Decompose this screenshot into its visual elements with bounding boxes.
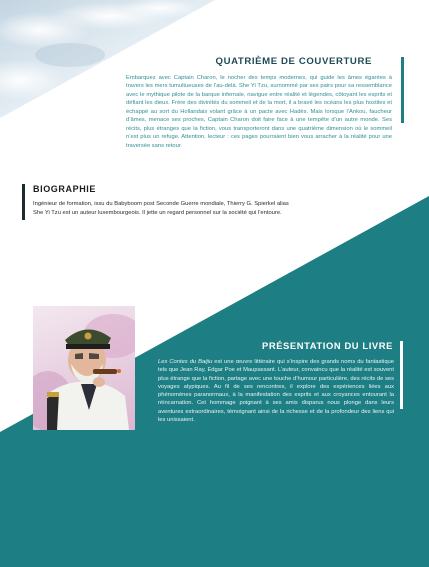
- presentation-body-text: est une œuvre littéraire qui s’inspire des grands noms du fantastique tels que Jean Ray, Edgar Poe et Maupassant. L’auteur, convaincu que la réalité est souvent plus étrange que la fiction, partage avec une touche d’humour particulière, des récits de ses voyages atypiques. Au fil de ses rencontres, il explore des expériences liées aux phénomènes paranormaux, à la manifestation des esprits et aux croyances entourant la réincarnation. Cet hommage poignant à ses amis disparus nous plonge dans leurs aventures extraordinaires, témoignant ainsi de la richesse et de la profondeur des liens qui les unissaient.: [158, 359, 395, 424]
- author-photo: [33, 306, 135, 430]
- quatrieme-accent-bar: [401, 57, 404, 123]
- biographie-accent-bar: [22, 184, 25, 220]
- book-title: Les Contes du Baijiu: [158, 359, 213, 365]
- presentation-body: [158, 358, 394, 424]
- presentation-heading: PRÉSENTATION DU LIVRE: [261, 340, 393, 351]
- presentation-accent-bar: [400, 341, 403, 409]
- quatrieme-heading: QUATRIÈME DE COUVERTURE: [215, 56, 372, 67]
- biographie-body: Ingénieur de formation, issu du Babyboom post Seconde Guerre mondiale, Thierry G. Spierkel alias She Yi Tzu est un auteur luxembourgeois. Il jette un regard personnel sur la société qui l’entoure.: [33, 201, 289, 216]
- biographie-heading: BIOGRAPHIE: [33, 184, 97, 194]
- quatrieme-body: Embarquez avec Captain Charon, le nocher des temps modernes, qui guide les âmes égarées à travers les mers tumultueuses de l’au-delà. She Yi Tzu, surnommé par ses pairs pour sa ressemblance avec le mythique pilote de la barque infernale, navigue entre réalité et légendes, côtoyant les esprits et défiant les dieux. Frère des divinités du sommeil et de la mort, il a bravé les océans les plus hostiles et échappé au sort du Hollandais volant grâce à un pacte avec Hadès. Mais lorsque l’Ankou, faucheur d’âmes, menace ses proches, Captain Charon doit faire face à une tempête d’un autre monde. Ses récits, plus étranges que la fiction, vous transporteront dans une quatrième dimension où le sommeil n’est plus un refuge. Attention, lecteur : ces pages pourraient bien vous arracher à la réalité pour une traversée sans retour.: [126, 75, 392, 149]
